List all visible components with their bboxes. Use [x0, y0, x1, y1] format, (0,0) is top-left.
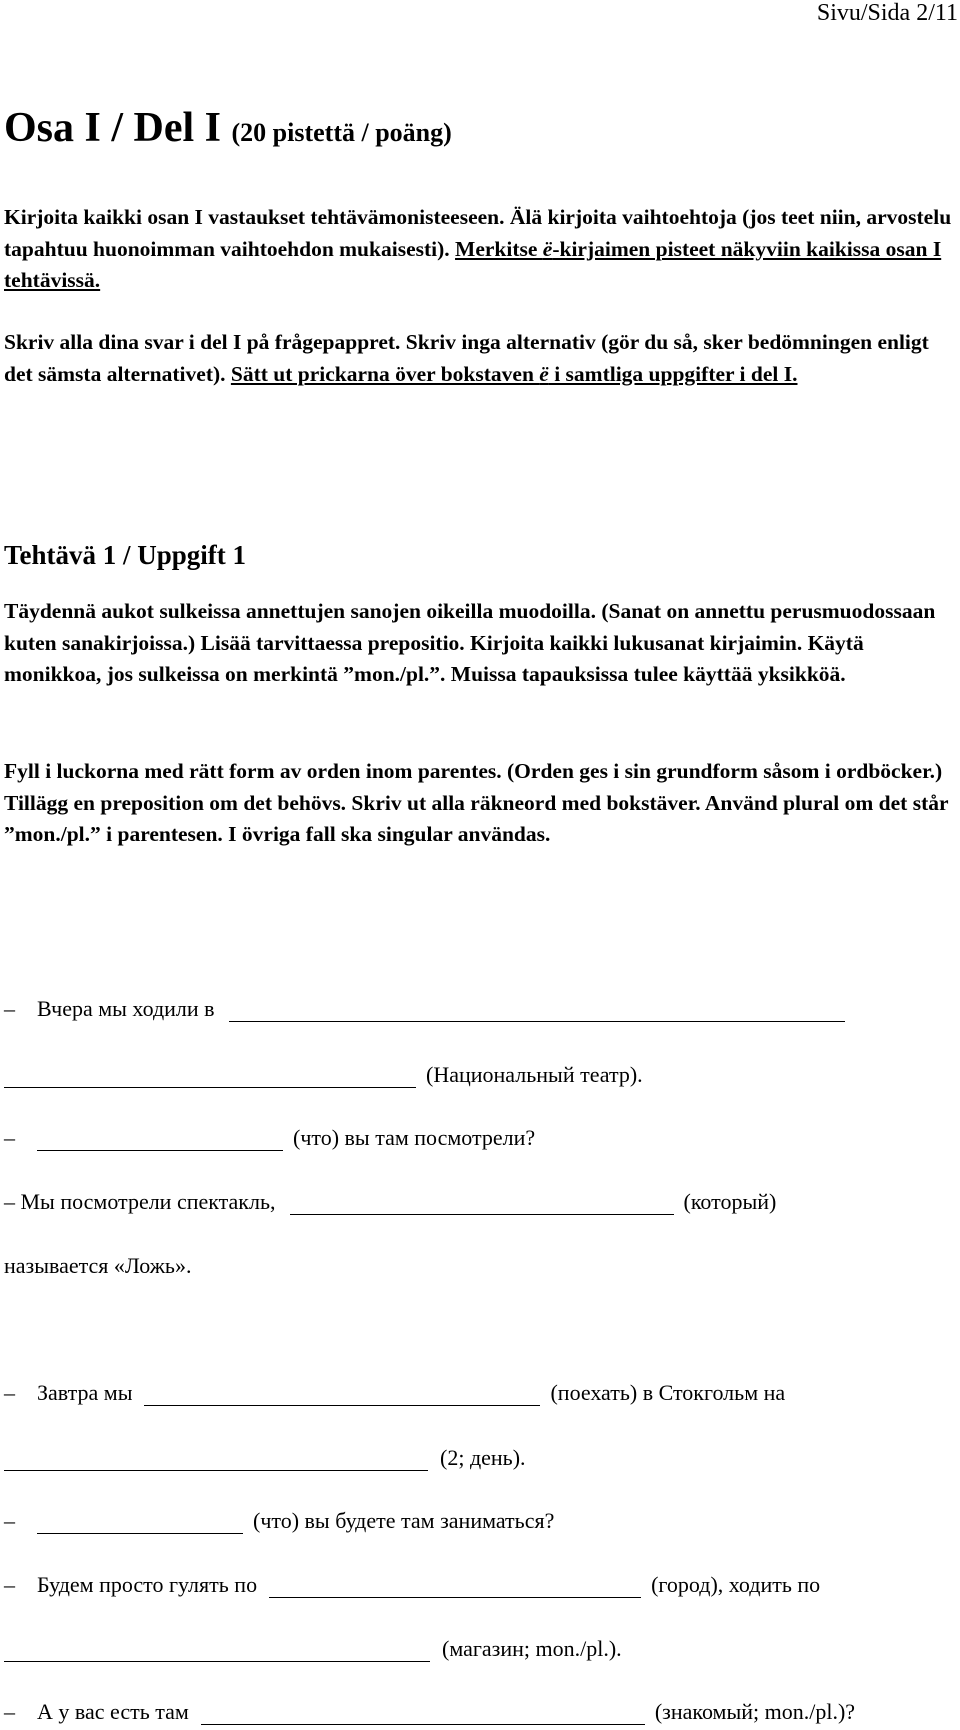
- exercise-line-4: – Мы посмотрели спектакль, (который): [4, 1189, 777, 1214]
- answer-blank-1[interactable]: [229, 1001, 845, 1022]
- instructions-sv-text: Skriv alla dina svar i del I på frågepappret. Skriv inga alternativ (gör du så, sker bedömningen enligt det sämsta alternativet).: [4, 330, 929, 386]
- answer-blank-6[interactable]: [4, 1450, 428, 1471]
- page-number: Sivu/Sida 2/11: [816, 0, 958, 26]
- instructions-swedish: [4, 327, 954, 390]
- answer-blank-8[interactable]: [269, 1577, 641, 1598]
- instructions-fi-underlined: Merkitse ë-kirjaimen pisteet näkyviin kaikissa osan I tehtävissä.: [4, 236, 942, 292]
- exercise-line-5: называется «Ложь».: [4, 1253, 192, 1278]
- instructions-finnish: [4, 202, 954, 297]
- instructions-sv-underlined: Sätt ut prickarna över bokstaven ë i samtliga uppgifter i del I.: [230, 361, 798, 386]
- exercise-line-8: – (что) вы будете там заниматься?: [4, 1508, 555, 1533]
- exercise-line-2: (Национальный театр).: [4, 1062, 643, 1088]
- task-instruction-swedish: Fyll i luckorna med rätt form av orden inom parentes. (Orden ges i sin grundform såsom i ordböcker.) Tillägg en preposition om det behövs. Skriv ut alla räkneord med bokstäver. Använd plural om det står ”mon./pl.” i parentesen. I övriga fall ska singular användas.: [4, 759, 949, 846]
- exercise-line-7: (2; день).: [4, 1445, 526, 1471]
- answer-blank-5[interactable]: [144, 1385, 540, 1406]
- answer-blank-2[interactable]: [4, 1067, 416, 1088]
- exercise-line-6: – Завтра мы (поехать) в Стокгольм на: [4, 1380, 786, 1405]
- section-title: [4, 104, 452, 152]
- task-instruction-finnish: Täydennä aukot sulkeissa annettujen sanojen oikeilla muodoilla. (Sanat on annettu perusmuodossaan kuten sanakirjoissa.) Lisää tarvittaessa prepositio. Kirjoita kaikki lukusanat kirjaimin. Käytä monikkoa, jos sulkeissa on merkintä ”mon./pl.”. Muissa tapauksissa tulee käyttää yksikköä.: [4, 599, 936, 686]
- answer-blank-3[interactable]: [37, 1130, 283, 1151]
- exercise-line-10: (магазин; mon./pl.).: [4, 1636, 622, 1662]
- answer-blank-9[interactable]: [4, 1641, 430, 1662]
- answer-blank-4[interactable]: [290, 1194, 674, 1215]
- exercise-line-11: – А у вас есть там (знакомый; mon./pl.)?: [4, 1699, 856, 1724]
- task-heading: Tehtävä 1 / Uppgift 1: [4, 540, 247, 570]
- section-title-text: Osa I / Del I: [4, 105, 222, 151]
- instructions-fi-text: Kirjoita kaikki osan I vastaukset tehtävämonisteeseen. Älä kirjoita vaihtoehtoja (jos teet niin, arvostelu tapahtuu huonoimman vaihtoehdon mukaisesti).: [4, 205, 952, 261]
- section-points: (20 pistettä / poäng): [231, 118, 452, 147]
- answer-blank-7[interactable]: [37, 1513, 243, 1534]
- answer-blank-10[interactable]: [201, 1704, 645, 1725]
- exercise-line-1: – Вчера мы ходили в: [4, 996, 845, 1022]
- exercise-line-3: – (что) вы там посмотрели?: [4, 1125, 536, 1150]
- exercise-line-9: – Будем просто гулять по (город), ходить по: [4, 1572, 821, 1597]
